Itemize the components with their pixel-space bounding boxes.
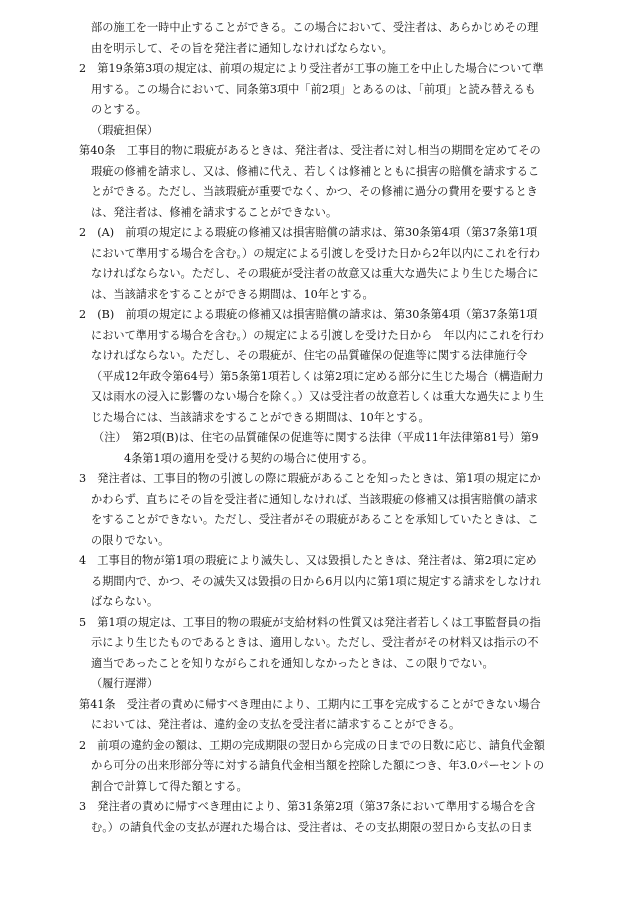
paragraph-item-5: 5 第1項の規定は、工事目的物の瑕疵が支給材料の性質又は発注者若しくは工事監督員の指示により生じたものであるときは、適用しない。ただし、受注者がその材料又は指示の不適当であったことを知りながらこれを通知しなかったときは、この限りでない。	[79, 615, 541, 670]
note-paragraph: （注） 第2項(B)は、住宅の品質確保の促進等に関する法律（平成11年法律第81号）第94条第1項の適用を受ける契約の場合に使用する。	[93, 431, 539, 465]
article-40: 第40条 工事目的物に瑕疵があるときは、発注者は、受注者に対し相当の期間を定めてその瑕疵の修補を請求し、又は、修補に代え、若しくは修補とともに損害の賠償を請求することができる。ただし、当該瑕疵が重要でなく、かつ、その修補に過分の費用を要するときは、発注者は、修補を請求することができない。	[79, 144, 541, 219]
paragraph-continuation: 部の施工を一時中止することができる。この場合において、受注者は、あらかじめその理由を明示して、その旨を発注者に通知しなければならない。	[91, 21, 539, 55]
paragraph-item-2a: 2 (A) 前項の規定による瑕疵の修補又は損害賠償の請求は、第30条第4項（第37条第1項において準用する場合を含む。）の規定による引渡しを受けた日から2年以内にこれを行わなければならない。ただし、その瑕疵が受注者の故意又は重大な過失により生じた場合には、当該請求をすることができる期間は、10年とする。	[79, 226, 541, 301]
section-heading-delay: （履行遅滞）	[91, 677, 159, 690]
paragraph-item-2b: 2 (B) 前項の規定による瑕疵の修補又は損害賠償の請求は、第30条第4項（第37条第1項において準用する場合を含む。）の規定による引渡しを受けた日から 年以内にこれを行わなければならない。ただし、その瑕疵が、住宅の品質確保の促進等に関する法律施行令（平成12年政令第64号）第5条第1項若しくは第2項に定める部分に生じた場合（構造耐力又は雨水の浸入に影響のない場合を除く。）又は受注者の故意若しくは重大な過失により生じた場合には、当該請求をすることができる期間は、10年とする。	[79, 308, 545, 424]
paragraph-item-4: 4 工事目的物が第1項の瑕疵により滅失し、又は毀損したときは、発注者は、第2項に定める期間内で、かつ、その滅失又は毀損の日から6月以内に第1項に規定する請求をしなければならない。	[79, 554, 541, 608]
paragraph-item-2-penalty: 2 前項の違約金の額は、工期の完成期限の翌日から完成の日までの日数に応じ、請負代金額から可分の出来形部分等に対する請負代金相当額を控除した額につき、年3.0パーセントの割合で計算して得た額とする。	[79, 738, 545, 793]
paragraph-item-2: 2 第19条第3項の規定は、前項の規定により受注者が工事の施工を中止した場合について準用する。この場合において、同条第3項中「前2項」とあるのは、「前項」と読み替えるものとする。	[79, 62, 544, 116]
section-heading-defect-warranty: （瑕疵担保）	[91, 123, 159, 137]
article-41: 第41条 受注者の責めに帰すべき理由により、工期内に工事を完成することができない場合においては、発注者は、違約金の支払を受注者に請求することができる。	[79, 697, 541, 731]
paragraph-item-3-payment: 3 発注者の責めに帰すべき理由により、第31条第2項（第37条において準用する場合を含む。）の請負代金の支払が遅れた場合は、受注者は、その支払期限の翌日から支払の日ま	[79, 800, 536, 834]
paragraph-item-3: 3 発注者は、工事目的物の引渡しの際に瑕疵があることを知ったときは、第1項の規定にかかわらず、直ちにその旨を受注者に通知しなければ、当該瑕疵の修補又は損害賠償の請求をすることができない。ただし、受注者がその瑕疵があることを承知していたときは、この限りでない。	[79, 472, 541, 547]
